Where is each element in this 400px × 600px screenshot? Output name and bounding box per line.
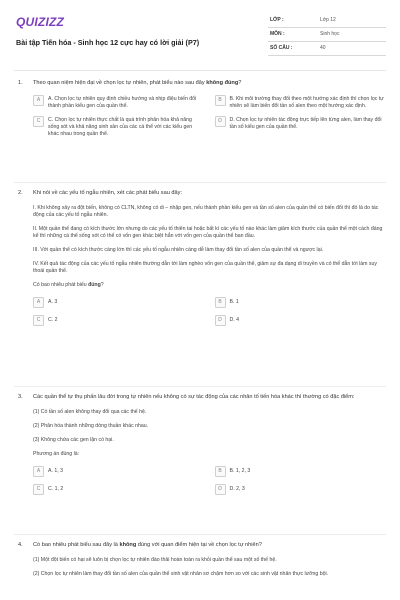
stem-bold: không: [119, 542, 137, 548]
ask-text: ?: [100, 281, 104, 288]
meta-table: [268, 14, 386, 56]
option-a[interactable]: [33, 297, 205, 308]
option-text: C. 1, 2: [48, 485, 64, 492]
option-letter-box: A: [33, 297, 44, 308]
question-separator: [14, 386, 386, 387]
header-divider: [14, 70, 386, 71]
meta-row-count: [268, 42, 386, 56]
option-text: D. 2, 3: [229, 485, 245, 492]
question-number: 1.: [18, 80, 23, 86]
option-letter-box: A: [33, 466, 44, 477]
meta-label: SỐ CÂU :: [270, 45, 293, 52]
worksheet-title: Bài tập Tiến hóa - Sinh học 12 cực hay có lời giải (P7): [16, 38, 200, 47]
option-text: D. Chọn lọc tự nhiên tác động trực tiếp lên từng alen, làm thay đổi tần số kiểu gen của quần thể.: [229, 116, 382, 130]
stem-text: đúng với quan điểm hiện tại về chọn lọc tự nhiên?: [136, 542, 262, 548]
option-letter-box: B: [215, 297, 226, 308]
option-text: B. Khi môi trường thay đổi theo một hướng xác định thì chọn lọc tự nhiên sẽ làm biến đổi tần số alen theo một hướng xác định.: [229, 95, 384, 109]
option-letter-box: B: [215, 95, 226, 106]
statement: (3) Không chứa các gen lặn có hại.: [33, 436, 114, 443]
option-text: A. 1, 3: [48, 467, 63, 474]
option-text: A. Chọn lọc tự nhiên quy định chiều hướng và nhịp điệu biến đổi thành phần kiểu gen của quần thể.: [48, 95, 197, 109]
meta-row-class: [268, 14, 386, 28]
stem-bold: không đúng: [206, 80, 239, 86]
options-grid: [33, 297, 386, 326]
question-stem: [33, 542, 386, 550]
option-c[interactable]: [33, 315, 205, 326]
meta-label: LỚP :: [270, 17, 284, 24]
meta-row-subject: [268, 28, 386, 42]
statement: II. Một quần thể đang có kích thước lớn nhưng do các yếu tố thiên tai hoặc bất kì các yếu tố nào khác làm giảm kích thước của quần thể một cách đáng kể thì những cá thể sống sót có thể có vốn gen khác biệt hẳn với vốn gen của quần thể ban đầu.: [33, 225, 383, 239]
worksheet-header: [14, 12, 386, 66]
option-text: A. 3: [48, 298, 58, 305]
statement: (2) Phân hóa thành những dòng thuần khác nhau.: [33, 422, 149, 429]
option-b[interactable]: [215, 297, 387, 308]
option-text: D. 4: [229, 316, 240, 323]
option-d[interactable]: [215, 116, 387, 138]
statement: (2) Chọn lọc tự nhiên làm thay đổi tần số alen của quần thể sinh vật nhân sơ chậm hơn so với các sinh vật nhân thực lưỡng bội.: [33, 570, 329, 577]
option-a[interactable]: [33, 466, 205, 477]
question-ask: Phương án đúng là:: [33, 450, 80, 457]
option-d[interactable]: [215, 315, 387, 326]
question-separator: [14, 182, 386, 183]
option-letter-box: D: [215, 484, 226, 495]
statement: IV. Kết quả tác động của các yếu tố ngẫu nhiên thường dẫn tới làm nghèo vốn gen của quần thể, giảm sự đa dạng di truyền và có thể dẫn tới làm suy thoái quần thể.: [33, 260, 377, 274]
option-d[interactable]: [215, 484, 387, 495]
question-stem: [33, 80, 386, 88]
stem-text: ?: [238, 80, 242, 86]
question-3: [14, 394, 386, 495]
statement: (1) Có tần số alen không thay đổi qua các thế hệ.: [33, 408, 147, 415]
option-b[interactable]: [215, 466, 387, 477]
option-c[interactable]: [33, 116, 205, 138]
statement: III. Với quần thể có kích thước càng lớn thì các yếu tố ngẫu nhiên càng dễ làm thay đổi tần số alen của quần thể và ngược lại.: [33, 246, 324, 253]
question-1: [14, 80, 386, 138]
option-letter-box: A: [33, 95, 44, 106]
meta-value: 40: [320, 45, 326, 52]
option-letter-box: B: [215, 466, 226, 477]
option-letter-box: C: [33, 484, 44, 495]
question-ask: [33, 282, 386, 289]
question-4: [14, 542, 386, 578]
question-2: [14, 190, 386, 326]
options-grid: [33, 95, 386, 138]
question-stem: Các quần thể tự thụ phấn lâu đời trong tự nhiên nếu không có sự tác động của các nhân tố tiến hóa khác thì thường có đặc điểm:: [33, 394, 355, 400]
meta-value: Sinh học: [320, 31, 340, 38]
option-c[interactable]: [33, 484, 205, 495]
option-text: B. 1, 2, 3: [229, 467, 251, 474]
question-separator: [14, 534, 386, 535]
option-text: B. 1: [229, 298, 239, 305]
stem-text: Theo quan niệm hiện đại về chọn lọc tự nhiên, phát biểu nào sau đây: [33, 80, 207, 86]
option-a[interactable]: [33, 95, 205, 110]
option-b[interactable]: [215, 95, 387, 110]
question-number: 4.: [18, 542, 23, 548]
ask-bold: đúng: [88, 281, 101, 288]
meta-value: Lớp 12: [320, 17, 336, 24]
quizizz-logo: QUIZIZZ: [16, 15, 65, 29]
option-letter-box: C: [33, 315, 44, 326]
stem-text: Có bao nhiêu phát biểu sau đây là: [33, 542, 120, 548]
meta-label: MÔN :: [270, 31, 285, 38]
option-text: C. 2: [48, 316, 58, 323]
options-grid: [33, 466, 386, 495]
ask-text: Có bao nhiêu phát biểu: [33, 281, 89, 288]
question-number: 2.: [18, 190, 23, 196]
question-number: 3.: [18, 394, 23, 400]
statement: (1) Một đột biến có hại sẽ luôn bị chọn lọc tự nhiên đào thải hoàn toàn ra khỏi quần thể sau một số thế hệ.: [33, 556, 277, 563]
option-text: C. Chọn lọc tự nhiên thực chất là quá trình phân hóa khả năng sống sót và khả năng sinh sản của các cá thể với các kiểu gen khác nhau trong quần thể.: [48, 116, 193, 137]
option-letter-box: D: [215, 116, 226, 127]
statement: I. Khi không xảy ra đột biến, không có CLTN, không có di – nhập gen, nếu thành phần kiểu gen và tần số alen của quần thể có biến đổi thì đó là do tác động của các yếu tố ngẫu nhiên.: [33, 204, 379, 218]
option-letter-box: D: [215, 315, 226, 326]
question-stem: Khi nói về các yếu tố ngẫu nhiên, xét các phát biểu sau đây:: [33, 190, 182, 196]
option-letter-box: C: [33, 116, 44, 127]
